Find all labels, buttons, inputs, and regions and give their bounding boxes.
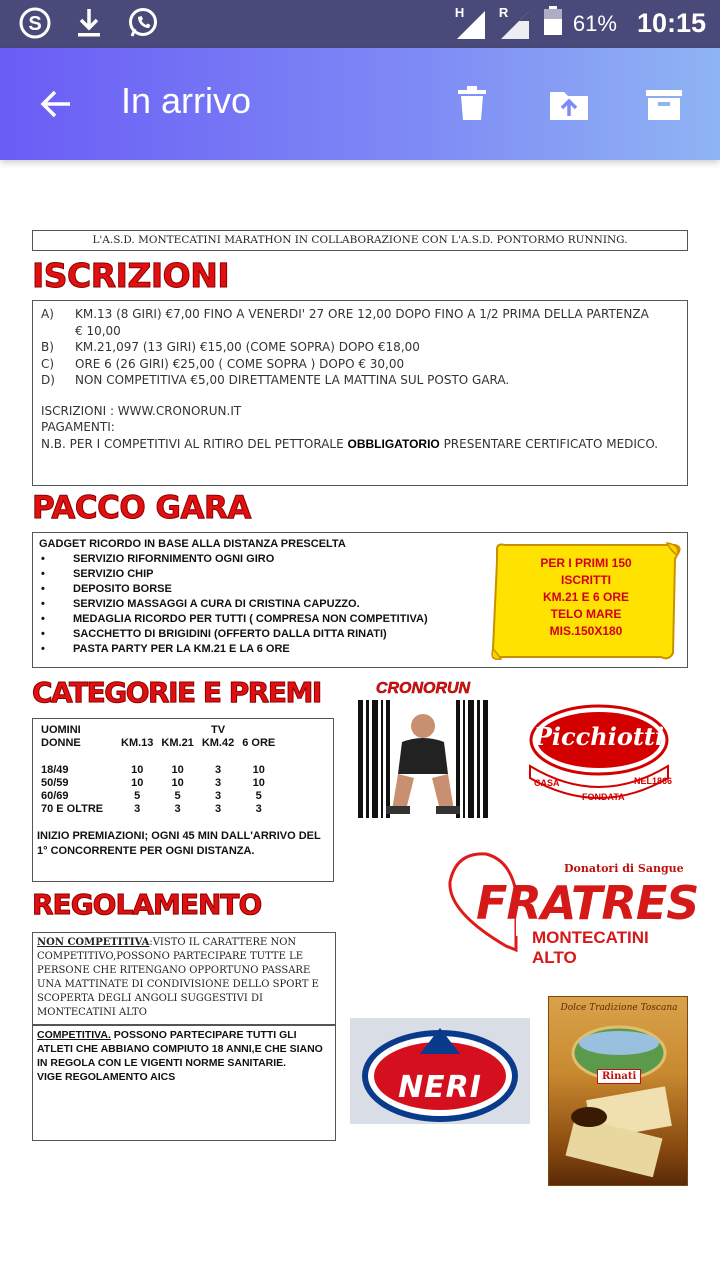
neri-logo: NERI — [350, 1018, 530, 1124]
vige-regolamento: VIGE REGOLAMENTO AICS — [37, 1071, 176, 1083]
move-to-folder-icon[interactable] — [548, 84, 588, 124]
flyer-header: L'A.S.D. MONTECATINI MARATHON IN COLLABORAZIONE CON L'A.S.D. PONTORMO RUNNING. — [92, 234, 628, 246]
battery-percentage: 61% — [572, 10, 617, 36]
table-row: 60/69 5 5 3 5 — [41, 789, 262, 802]
table-row: 18/49 10 10 3 10 — [41, 763, 265, 776]
list-item: • PASTA PARTY PER LA KM.21 E LA 6 ORE — [39, 642, 681, 657]
table-header-row: UOMINI TV — [41, 723, 226, 736]
table-row: 70 E OLTRE 3 3 3 3 — [41, 802, 262, 815]
picchiotti-logo: Picchiotti CASA FONDATA NEL1866 — [524, 704, 674, 810]
list-item: • SERVIZIO MASSAGGI A CURA DI CRISTINA CAPUZZO. — [39, 597, 681, 612]
non-competitiva-box — [32, 932, 336, 1026]
status-bar — [0, 0, 720, 48]
page-title: In arrivo — [121, 80, 252, 121]
premiazioni-note: INIZIO PREMIAZIONI; OGNI 45 MIN DALL'ARRIVO DEL 1° CONCORRENTE PER OGNI DISTANZA. — [37, 830, 321, 857]
list-item: • SACCHETTO DI BRIGIDINI (OFFERTO DALLA DITTA RINATI) — [39, 627, 681, 642]
pacco-intro: GADGET RICORDO IN BASE ALLA DISTANZA PRESCELTA — [39, 538, 346, 550]
list-item: • DEPOSITO BORSE — [39, 582, 681, 597]
iscrizioni-web: ISCRIZIONI : WWW.CRONORUN.IT — [41, 403, 242, 418]
categorie-box — [32, 718, 334, 882]
svg-text:S: S — [28, 13, 42, 35]
battery-icon — [543, 6, 563, 41]
fratres-logo: Donatori di Sangue FRATRES MONTECATINI ALTO — [446, 852, 686, 952]
iscrizioni-list: A) KM.13 (8 GIRI) €7,00 FINO A VENERDI' 27 ORE 12,00 DOPO FINO A 1/2 PRIMA DELLA PARTENZA € 10,00 B) KM.21,097 (13 GIRI) €15,00 (COME SOPRA) DOPO €18,00 C) ORE 6 (26 GIRI) €25,00 ( COME SOPRA ) DOPO € 30,00 D) NON COMPETITIVA €5,00 DIRETTAMENTE LA MATTINA SUL POSTO GARA. — [41, 307, 649, 387]
skype-icon — [18, 6, 52, 40]
table-row: 50/59 10 10 3 10 — [41, 776, 265, 789]
download-icon — [72, 6, 106, 40]
rinati-logo: Dolce Tradizione Toscana Rinati — [548, 996, 688, 1186]
categorie-table — [37, 723, 279, 815]
whatsapp-icon — [126, 6, 160, 40]
list-item: • SERVIZIO CHIP — [39, 567, 681, 582]
competitiva-box — [32, 1024, 336, 1141]
competitiva-text: COMPETITIVA. POSSONO PARTECIPARE TUTTI GLI ATLETI CHE ABBIANO COMPIUTO 18 ANNI,E CHE SIANO IN REGOLA CON LE VIGENTI NORME SANITARIE. — [37, 1029, 323, 1069]
pagamenti-label: PAGAMENTI: — [41, 420, 115, 434]
pacco-gara-box — [32, 532, 688, 668]
cronorun-logo: CRONORUN — [356, 680, 490, 822]
table-header-row: DONNE KM.13 KM.21 KM.42 6 ORE — [41, 736, 276, 749]
flyer-header-box — [32, 230, 688, 251]
delete-icon[interactable] — [452, 84, 492, 124]
signal-r-icon: R — [499, 7, 533, 41]
back-arrow-icon[interactable] — [36, 84, 76, 124]
signal-h-icon: H — [455, 7, 489, 41]
iscrizioni-title: ISCRIZIONI — [32, 256, 230, 295]
archive-icon[interactable] — [644, 84, 684, 124]
list-item: • MEDAGLIA RICORDO PER TUTTI ( COMPRESA NON COMPETITIVA) — [39, 612, 681, 627]
promo-scroll: PER I PRIMI 150 ISCRITTI KM.21 E 6 ORE TELO MARE MIS.150X180 — [487, 541, 683, 663]
clock: 10:15 — [636, 8, 706, 38]
list-item: • SERVIZIO RIFORNIMENTO OGNI GIRO — [39, 552, 681, 567]
regolamento-title: REGOLAMENTO — [32, 888, 262, 921]
app-bar — [0, 48, 720, 160]
pacco-gara-title: PACCO GARA — [32, 490, 251, 526]
iscrizioni-box — [32, 300, 688, 486]
nb-note: N.B. PER I COMPETITIVI AL RITIRO DEL PETTORALE OBBLIGATORIO PRESENTARE CERTIFICATO MEDICO. — [41, 436, 659, 451]
categorie-title: CATEGORIE E PREMI — [32, 676, 321, 709]
non-competitiva-text: NON COMPETITIVA:VISTO IL CARATTERE NON COMPETITIVO,POSSONO PARTECIPARE TUTTE LE PERSONE CHE RITENGANO OPPORTUNO PASSARE UNA MATTINATE DI CONDIVISIONE DELLO SPORT E SCOPERTA DEGLI ANGOLI SUGGESTIVI DI MONTECATINI ALTO — [37, 937, 319, 1018]
